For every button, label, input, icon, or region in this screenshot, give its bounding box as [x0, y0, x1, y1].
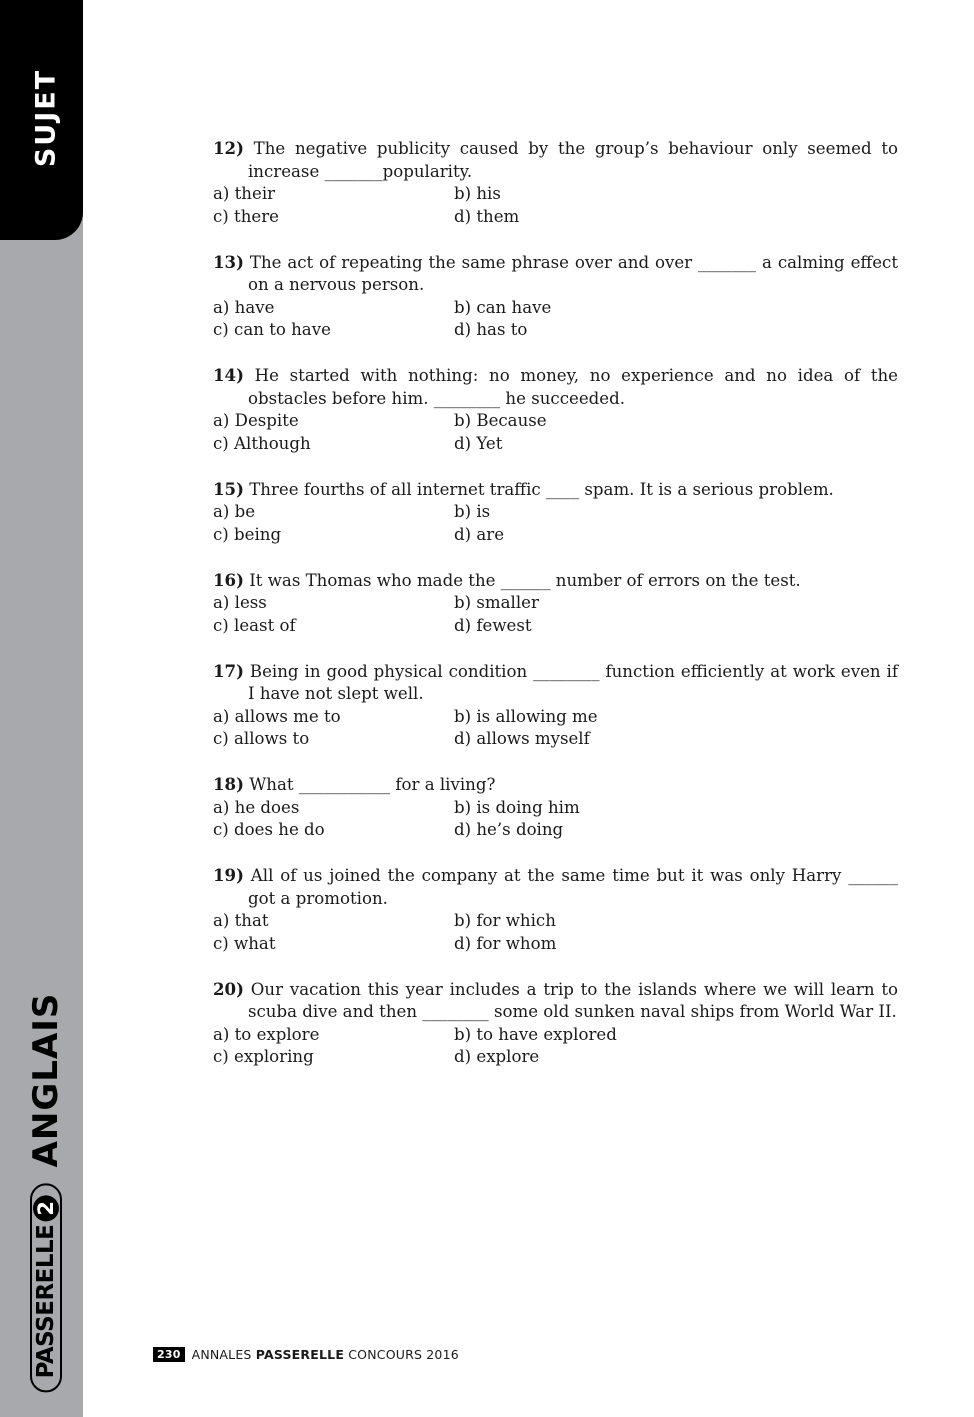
answer-option: a) less: [213, 593, 267, 612]
section-label: SUJET: [30, 68, 62, 168]
answer-option: c) exploring: [213, 1047, 314, 1066]
answer-option: a) to explore: [213, 1024, 320, 1044]
question-item: [213, 864, 898, 955]
question-text-block: [213, 478, 898, 502]
question-item: [213, 569, 898, 638]
brand-logo: [30, 1184, 62, 1393]
answer-option: b) for which: [454, 911, 556, 930]
answer-option: a) their: [213, 184, 276, 203]
answer-option: c) least of: [213, 615, 296, 635]
page-footer: [153, 1347, 459, 1362]
answer-options: [213, 297, 898, 342]
question-text-block: [213, 773, 898, 797]
answer-options: [213, 797, 898, 842]
brand-number: 2: [33, 1196, 59, 1222]
answer-option: b) smaller: [454, 593, 539, 612]
question-text: He started with nothing: no money, no experience and no idea of the obstacles before him. ________ he succeeded.: [248, 366, 899, 408]
brand-badge: [30, 1184, 62, 1393]
question-item: [213, 137, 898, 228]
question-number: 18): [213, 774, 244, 794]
answer-option: b) can have: [454, 297, 552, 317]
sidebar: [0, 0, 83, 1417]
answer-option: c) does he do: [213, 820, 325, 839]
answer-option: a) that: [213, 911, 269, 930]
question-number: 13): [213, 251, 244, 272]
question-text-block: [213, 251, 898, 297]
question-number: 19): [213, 865, 244, 885]
answer-option: a) be: [213, 502, 256, 521]
question-number: 20): [213, 978, 244, 999]
section-tab: [0, 0, 83, 240]
answer-option: d) for whom: [454, 933, 557, 953]
answer-option: c) allows to: [213, 729, 310, 748]
footer-prefix: ANNALES: [191, 1347, 252, 1362]
question-item: [213, 978, 898, 1069]
answer-option: d) fewest: [454, 615, 532, 635]
footer-brand: PASSERELLE: [255, 1347, 345, 1362]
answer-option: c) Although: [213, 433, 311, 453]
question-text-block: [213, 864, 898, 910]
answer-option: d) allows myself: [454, 729, 590, 748]
answer-option: d) are: [454, 524, 505, 544]
answer-option: b) is: [454, 502, 491, 521]
question-text: Being in good physical condition ________ function efficiently at work even if I have not slept well.: [248, 661, 898, 703]
answer-option: c) there: [213, 206, 279, 226]
answer-option: b) is allowing me: [454, 706, 598, 726]
question-number: 12): [213, 138, 244, 158]
brand-name: PASSERELLE: [33, 1224, 59, 1379]
answer-options: [213, 706, 898, 751]
question-text: What ___________ for a living?: [249, 775, 496, 794]
question-item: [213, 478, 898, 547]
answer-option: d) he’s doing: [454, 820, 564, 839]
question-text: Our vacation this year includes a trip to the islands where we will learn to scuba dive and then ________ some old sunken naval ships from World War II.: [248, 979, 898, 1021]
answer-option: c) what: [213, 933, 276, 953]
question-number: 16): [213, 569, 244, 590]
question-number: 15): [213, 478, 244, 499]
answer-option: d) has to: [454, 320, 528, 339]
answer-options: [213, 1024, 898, 1069]
question-text: Three fourths of all internet traffic ____ spam. It is a serious problem.: [249, 479, 834, 499]
answer-options: [213, 592, 898, 637]
question-item: [213, 364, 898, 455]
question-item: [213, 660, 898, 751]
answer-option: d) explore: [454, 1047, 540, 1066]
answer-option: d) Yet: [454, 433, 503, 453]
answer-option: b) to have explored: [454, 1024, 617, 1044]
question-text: All of us joined the company at the same time but it was only Harry ______ got a promotion.: [248, 866, 898, 908]
question-number: 14): [213, 365, 244, 385]
question-text: The act of repeating the same phrase over and over _______ a calming effect on a nervous person.: [248, 252, 898, 294]
answer-options: [213, 183, 898, 228]
subject-label: ANGLAIS: [26, 992, 66, 1168]
answer-option: b) Because: [454, 411, 547, 430]
question-text-block: [213, 137, 898, 183]
question-text-block: [213, 569, 898, 593]
footer-suffix: CONCOURS 2016: [348, 1347, 459, 1362]
answer-options: [213, 501, 898, 546]
question-text: It was Thomas who made the ______ number of errors on the test.: [249, 570, 801, 590]
answer-options: [213, 410, 898, 455]
answer-option: b) is doing him: [454, 797, 580, 817]
answer-option: c) can to have: [213, 320, 331, 339]
question-text-block: [213, 978, 898, 1024]
answer-option: a) he does: [213, 797, 300, 817]
question-text-block: [213, 364, 898, 410]
question-item: [213, 251, 898, 342]
question-number: 17): [213, 660, 244, 681]
answer-option: a) Despite: [213, 411, 299, 430]
page-number: 230: [153, 1347, 185, 1362]
answer-option: b) his: [454, 184, 501, 203]
answer-option: a) allows me to: [213, 706, 341, 726]
questions-list: [213, 137, 898, 1091]
question-text-block: [213, 660, 898, 706]
answer-option: d) them: [454, 206, 520, 226]
answer-option: a) have: [213, 297, 275, 317]
question-text: The negative publicity caused by the group’s behaviour only seemed to increase _______popularity.: [248, 139, 898, 181]
answer-options: [213, 910, 898, 955]
answer-option: c) being: [213, 524, 282, 544]
question-item: [213, 773, 898, 842]
